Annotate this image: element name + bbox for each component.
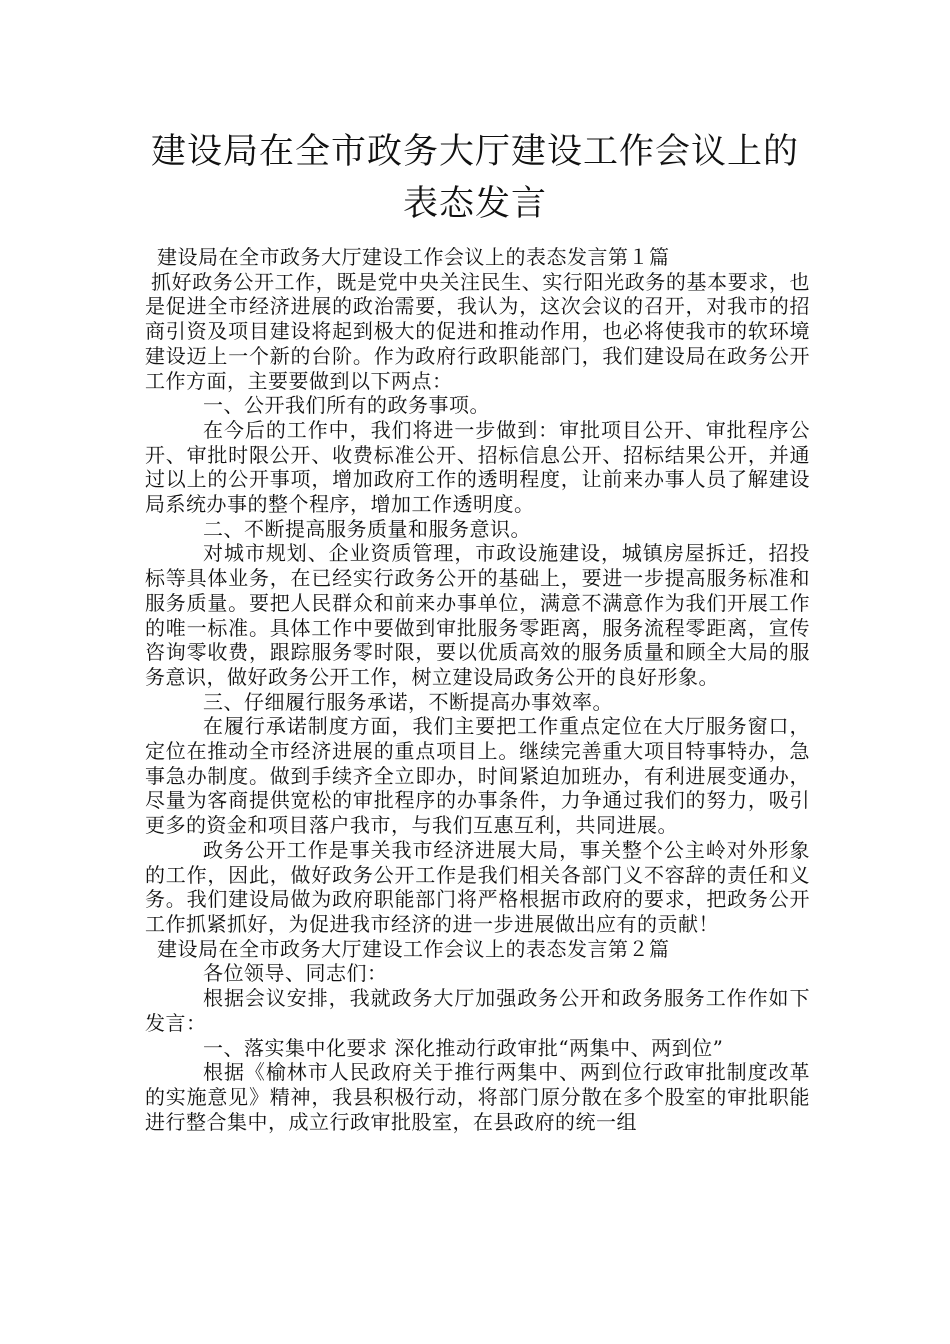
body-paragraph: 根据《榆林市人民政府关于推行两集中、两到位行政审批制度改革的实施意见》精神，我县积极行动，将部门原分散在多个股室的审批职能进行整合集中，成立行政审批股室，在县政府的统一组 (145, 1060, 810, 1134)
salutation: 各位领导、同志们： (203, 961, 388, 986)
body-paragraph: 政务公开工作是事关我市经济进展大局，事关整个公主岭对外形象的工作，因此，做好政务公开工作是我们相关各部门义不容辞的责任和义务。我们建设局做为政府职能部门将严格根据市政府的要求，把政务公开工作抓紧抓好，为促进我市经济的进一步进展做出应有的贡献！ (145, 837, 810, 936)
section-heading-2: 建设局在全市政务大厅建设工作会议上的表态发言第２篇 (157, 936, 670, 961)
point-heading: 三、仔细履行服务承诺，不断提高办事效率。 (203, 689, 613, 714)
point-heading: 二、不断提高服务质量和服务意识。 (203, 516, 531, 541)
point-heading: 一、公开我们所有的政务事项。 (203, 393, 490, 418)
body-paragraph: 根据会议安排，我就政务大厅加强政务公开和政务服务工作作如下发言： (145, 986, 810, 1035)
body-paragraph: 对城市规划、企业资质管理，市政设施建设，城镇房屋拆迁，招投标等具体业务，在已经实行政务公开的基础上，要进一步提高服务标准和服务质量。要把人民群众和前来办事单位，满意不满意作为我们开展工作的唯一标准。具体工作中要做到审批服务零距离，服务流程零距离，宣传咨询零收费，跟踪服务零时限，要以优质高效的服务质量和顾全大局的服务意识，做好政务公开工作，树立建设局政务公开的良好形象。 (145, 541, 810, 689)
section-heading-1: 建设局在全市政务大厅建设工作会议上的表态发言第１篇 (157, 245, 670, 269)
title-line-1: 建设局在全市政务大厅建设工作会议上的 (150, 132, 799, 172)
body-paragraph: 在履行承诺制度方面，我们主要把工作重点定位在大厅服务窗口，定位在推动全市经济进展的重点项目上。继续完善重大项目特事特办，急事急办制度。做到手续齐全立即办，时间紧迫加班办，有利进展变通办，尽量为客商提供宽松的审批程序的办事条件，力争通过我们的努力，吸引更多的资金和项目落户我市，与我们互惠互利，共同进展。 (145, 714, 810, 838)
document-body (145, 245, 810, 1134)
title-line-2: 表态发言 (402, 184, 547, 224)
body-paragraph: 在今后的工作中，我们将进一步做到：审批项目公开、审批程序公开、审批时限公开、收费标准公开、招标信息公开、招标结果公开，并通过以上的公开事项，增加政府工作的透明程度，让前来办事人员了解建设局系统办事的整个程序，增加工作透明度。 (145, 417, 810, 517)
body-paragraph: 抓好政务公开工作，既是党中央关注民生、实行阳光政务的基本要求，也是促进全市经济进展的政治需要，我认为，这次会议的召开，对我市的招商引资及项目建设将起到极大的促进和推动作用，也必将使我市的软环境建设迈上一个新的台阶。作为政府行政职能部门，我们建设局在政务公开工作方面，主要要做到以下两点： (145, 269, 810, 393)
document-title (120, 126, 830, 230)
point-heading: 一、落实集中化要求 深化推动行政审批“两集中、两到位” (203, 1035, 724, 1060)
